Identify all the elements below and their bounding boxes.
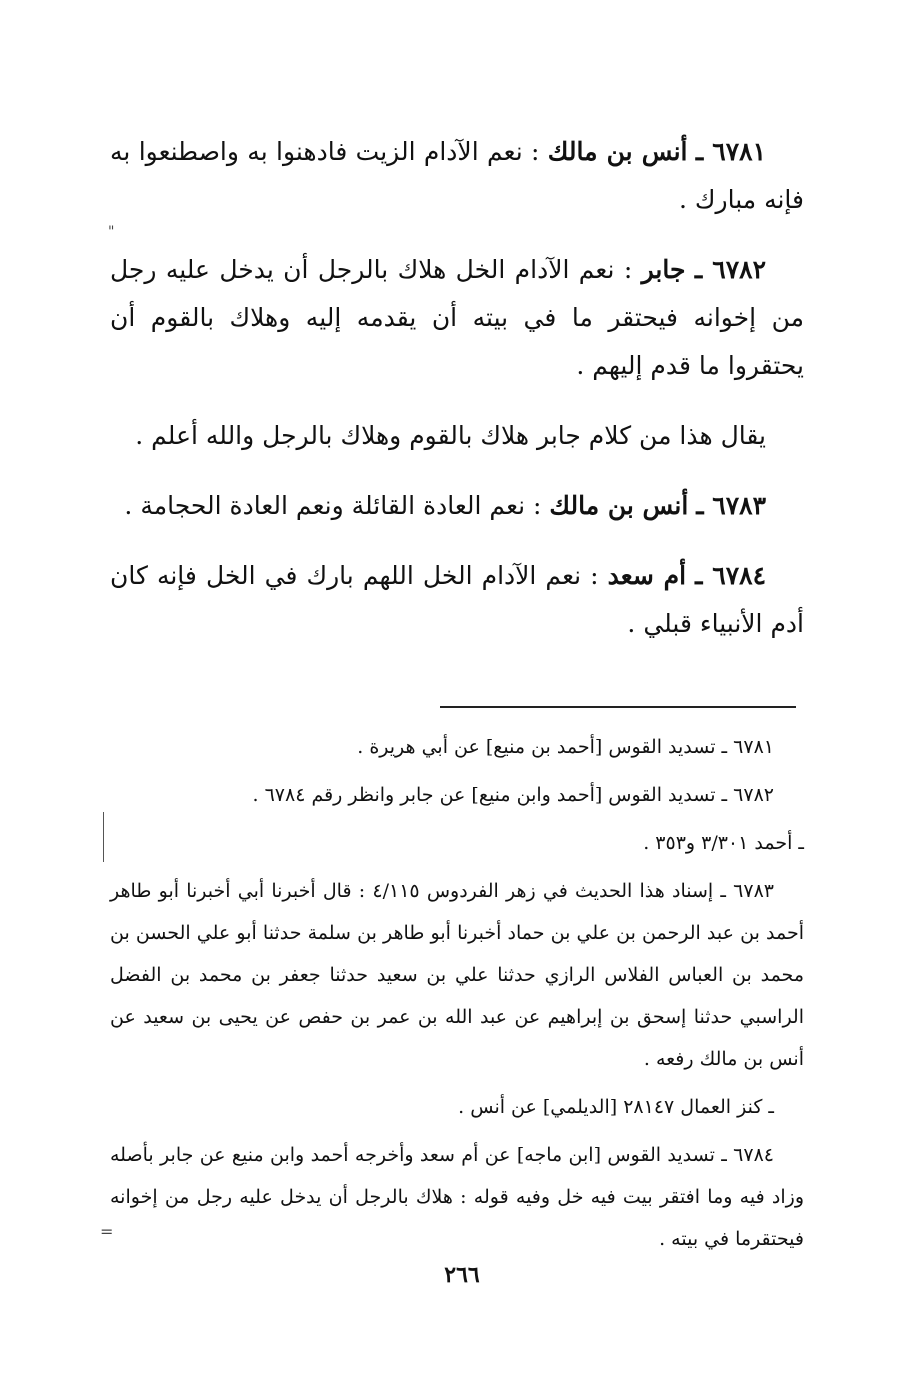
commentary-paragraph [110,412,804,460]
hadith-entry-6783 [110,482,804,530]
page-number: ٢٦٦ [444,1262,480,1288]
entry-narrator: أنس بن مالك [549,491,689,520]
hadith-entry-6781 [110,128,804,224]
margin-line [103,812,104,862]
footnotes [110,726,804,1266]
margin-mark-top: " [108,224,115,240]
entry-narrator: أم سعد [607,561,687,590]
footnote-6781: ٦٧٨١ ـ تسديد القوس [أحمد بن منيع] عن أبي هريرة . [357,736,774,758]
footnote-6782: ٦٧٨٢ ـ تسديد القوس [أحمد وابن منيع] عن جابر وانظر رقم ٦٧٨٤ . [252,784,774,806]
footnote-6783: ٦٧٨٣ ـ إسناد هذا الحديث في زهر الفردوس ٤/١١٥ : قال أخبرنا أبي أخبرنا أبو طاهر أحمد بن عبد الرحمن بن علي بن حماد أخبرنا أبو طاهر بن سلمة حدثنا أبو علي الحسن بن محمد بن العباس الفلاس الرازي حدثنا علي بن سعيد حدثنا جعفر بن محمد بن الفضل الراسبي حدثنا إسحق بن إبراهيم عن عبد الله بن عمر بن حفص عن يحيى بن سعيد عن أنس بن مالك رفعه . [110,880,804,1070]
entry-narrator: أنس بن مالك [547,137,688,166]
entry-narrator: جابر [641,255,686,284]
entry-number: ٦٧٨٣ ـ [696,491,766,520]
entry-text: : نعم العادة القائلة ونعم العادة الحجامة . [124,491,542,520]
entry-text: : نعم الآدام الخل هلاك بالرجل أن يدخل عليه رجل من إخوانه فيحتقر ما في بيته أن يقدمه إليه وهلاك بالقوم أن يحتقروا ما قدم إليهم . [110,255,804,380]
entry-text: : نعم الآدام الزيت فادهنوا به واصطنعوا به فإنه مبارك . [110,137,804,214]
entry-number: ٦٧٨١ ـ [695,137,766,166]
footnote-6782-ref: ـ أحمد ٣/٣٠١ و٣٥٣ . [643,832,804,854]
footnote-6784: ٦٧٨٤ ـ تسديد القوس [ابن ماجه] عن أم سعد وأخرجه أحمد وابن منيع عن جابر بأصله وزاد فيه وما افتقر بيت فيه خل وفيه قوله : هلاك بالرجل أن يدخل عليه رجل من إخوانه فيحتقرما في بيته . [110,1144,804,1250]
main-text [110,128,804,670]
hadith-entry-6784 [110,552,804,648]
entry-text: : نعم الآدام الخل اللهم بارك في الخل فإنه كان أدم الأنبياء قبلي . [110,561,804,638]
hadith-entry-6782 [110,246,804,390]
footnote-6783-ref: ـ كنز العمال ٢٨١٤٧ [الديلمي] عن أنس . [458,1096,774,1118]
entry-number: ٦٧٨٤ ـ [695,561,767,590]
commentary-text: يقال هذا من كلام جابر هلاك بالقوم وهلاك بالرجل والله أعلم . [135,421,766,450]
margin-mark-bottom: = [100,1222,114,1241]
footnote-divider [440,706,796,708]
entry-number: ٦٧٨٢ ـ [694,255,766,284]
